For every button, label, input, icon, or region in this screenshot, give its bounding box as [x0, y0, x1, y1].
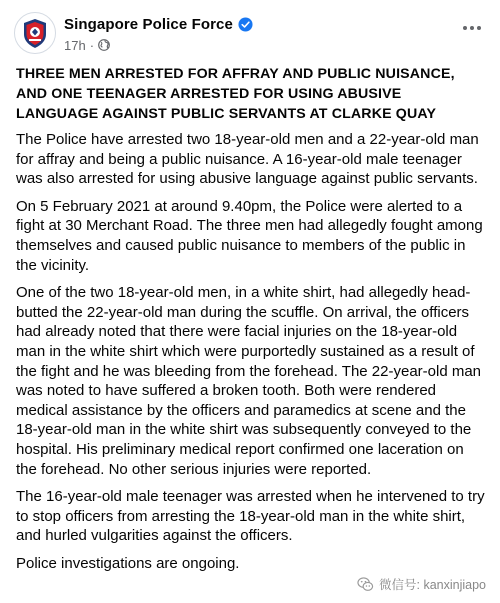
page-name-row — [64, 14, 253, 34]
globe-icon[interactable] — [98, 39, 110, 51]
more-dot — [477, 26, 481, 30]
post-timestamp[interactable]: 17h — [64, 37, 86, 53]
post-meta — [64, 37, 110, 53]
post-body — [16, 64, 486, 581]
post-paragraph: The Police have arrested two 18-year-old men and a 22-year-old man for affray and being a public nuisance. A 16-year-old male teenager was also arrested for using abusive language against public servants. — [16, 131, 479, 188]
post-header — [14, 12, 486, 56]
more-options-icon[interactable] — [458, 18, 486, 38]
wechat-icon — [357, 576, 374, 593]
watermark-text: 微信号: kanxinjiapo — [379, 578, 486, 592]
verified-badge-icon — [238, 17, 253, 32]
wechat-watermark — [357, 575, 486, 593]
page-name-link[interactable]: Singapore Police Force — [64, 15, 233, 33]
page-avatar[interactable] — [14, 12, 56, 54]
meta-separator: · — [89, 37, 95, 53]
post-paragraph: The 16-year-old male teenager was arrested when he intervened to try to stop officers from arresting the 18-year-old man in the white shirt, and hurled vulgarities against the officers. — [16, 488, 485, 545]
post-paragraph: Police investigations are ongoing. — [16, 554, 240, 572]
post-headline: THREE MEN ARRESTED FOR AFFRAY AND PUBLIC NUISANCE, AND ONE TEENAGER ARRESTED FOR USING ABUSIVE LANGUAGE AGAINST PUBLIC SERVANTS AT CLARKE QUAY — [16, 66, 455, 122]
post-paragraph: One of the two 18-year-old men, in a white shirt, had allegedly head-butted the 22-year-old man during the scuffle. On arrival, the officers had already noted that there were facial injuries on the 18-year-old man in the white shirt which were purportedly sustained as a result of the fight and he was bleeding from the forehead. The 22-year-old man was noted to have suffered a broken tooth. Both were rendered medical assistance by the officers and paramedics at scene and the 18-year-old man in the white shirt was subsequently conveyed to the hospital. His preliminary medical report confirmed one laceration on the forehead. No other serious injuries were reported. — [16, 284, 482, 478]
more-dot — [470, 26, 474, 30]
police-crest-icon — [15, 13, 55, 53]
more-dot — [463, 26, 467, 30]
post-paragraph: On 5 February 2021 at around 9.40pm, the Police were alerted to a fight at 30 Merchant Road. The three men had allegedly fought among themselves and caused public nuisance to members of the public in the vicinity. — [16, 197, 483, 274]
